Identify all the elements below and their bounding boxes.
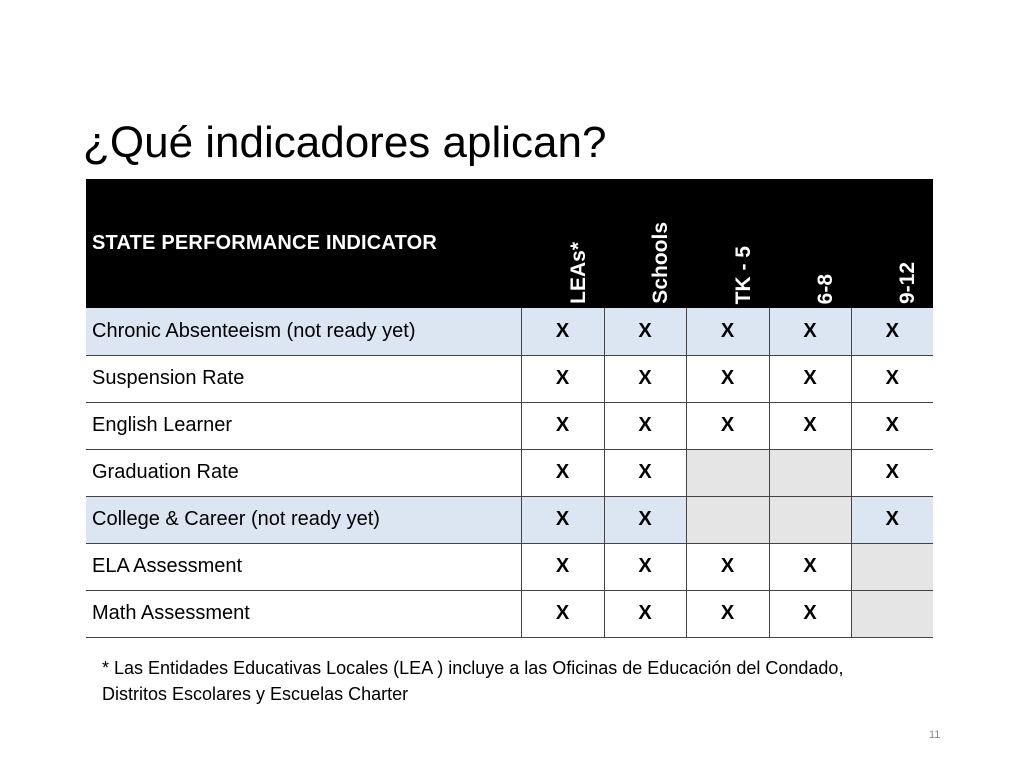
footnote: * Las Entidades Educativas Locales (LEA ) incluye a las Oficinas de Educación del Condado, Distritos Escolares y Escuelas Charter [102,658,844,704]
table-row [86,449,933,496]
applies-mark: X [686,543,769,590]
applies-mark: X [521,496,604,543]
not-applicable-cell [769,449,851,496]
header-state-performance-indicator: STATE PERFORMANCE INDICATOR [92,232,438,254]
applies-mark: X [851,355,933,402]
applies-mark: X [604,496,686,543]
applies-mark: X [851,449,933,496]
header-col-6-8 [769,179,851,308]
page-number: 11 [929,729,941,741]
table-body [86,308,933,637]
applies-mark: X [521,543,604,590]
applies-mark: X [604,543,686,590]
row-label: Suspension Rate [86,355,521,402]
applies-mark: X [604,449,686,496]
table-row [86,496,933,543]
table-row [86,402,933,449]
table-header-row [86,179,933,308]
slide-title: ¿Qué indicadores aplican? [83,118,607,168]
applies-mark: X [686,355,769,402]
applies-mark: X [521,449,604,496]
header-col-label: 9-12 [896,261,919,304]
header-col-label: TK - 5 [731,245,755,304]
header-col-9-12 [851,179,933,308]
applies-mark: X [686,590,769,637]
header-col-label: LEAs* [566,242,590,304]
not-applicable-cell [769,496,851,543]
row-label: ELA Assessment [86,543,521,590]
row-label: Chronic Absenteeism (not ready yet) [86,308,521,355]
applies-mark: X [521,590,604,637]
applies-mark: X [769,355,851,402]
applies-mark: X [851,496,933,543]
applies-mark: X [686,308,769,355]
applies-mark: X [604,590,686,637]
applies-mark: X [521,308,604,355]
header-col-leas [521,179,604,308]
applies-mark: X [769,402,851,449]
row-label: Graduation Rate [86,449,521,496]
applies-mark: X [521,402,604,449]
header-col-label: Schools [649,222,672,304]
row-label: College & Career (not ready yet) [86,496,521,543]
not-applicable-cell [851,590,933,637]
header-col-tk5 [686,179,769,308]
applies-mark: X [769,308,851,355]
header-col-label: 6-8 [814,273,837,304]
applies-mark: X [604,355,686,402]
indicator-table [86,179,933,638]
applies-mark: X [604,308,686,355]
applies-mark: X [851,308,933,355]
table-row [86,308,933,355]
not-applicable-cell [686,496,769,543]
applies-mark: X [851,402,933,449]
row-label: Math Assessment [86,590,521,637]
table-row [86,590,933,637]
table-row [86,543,933,590]
not-applicable-cell [851,543,933,590]
table-row [86,355,933,402]
applies-mark: X [769,590,851,637]
not-applicable-cell [686,449,769,496]
applies-mark: X [604,402,686,449]
applies-mark: X [769,543,851,590]
row-label: English Learner [86,402,521,449]
applies-mark: X [686,402,769,449]
applies-mark: X [521,355,604,402]
header-col-schools [604,179,686,308]
